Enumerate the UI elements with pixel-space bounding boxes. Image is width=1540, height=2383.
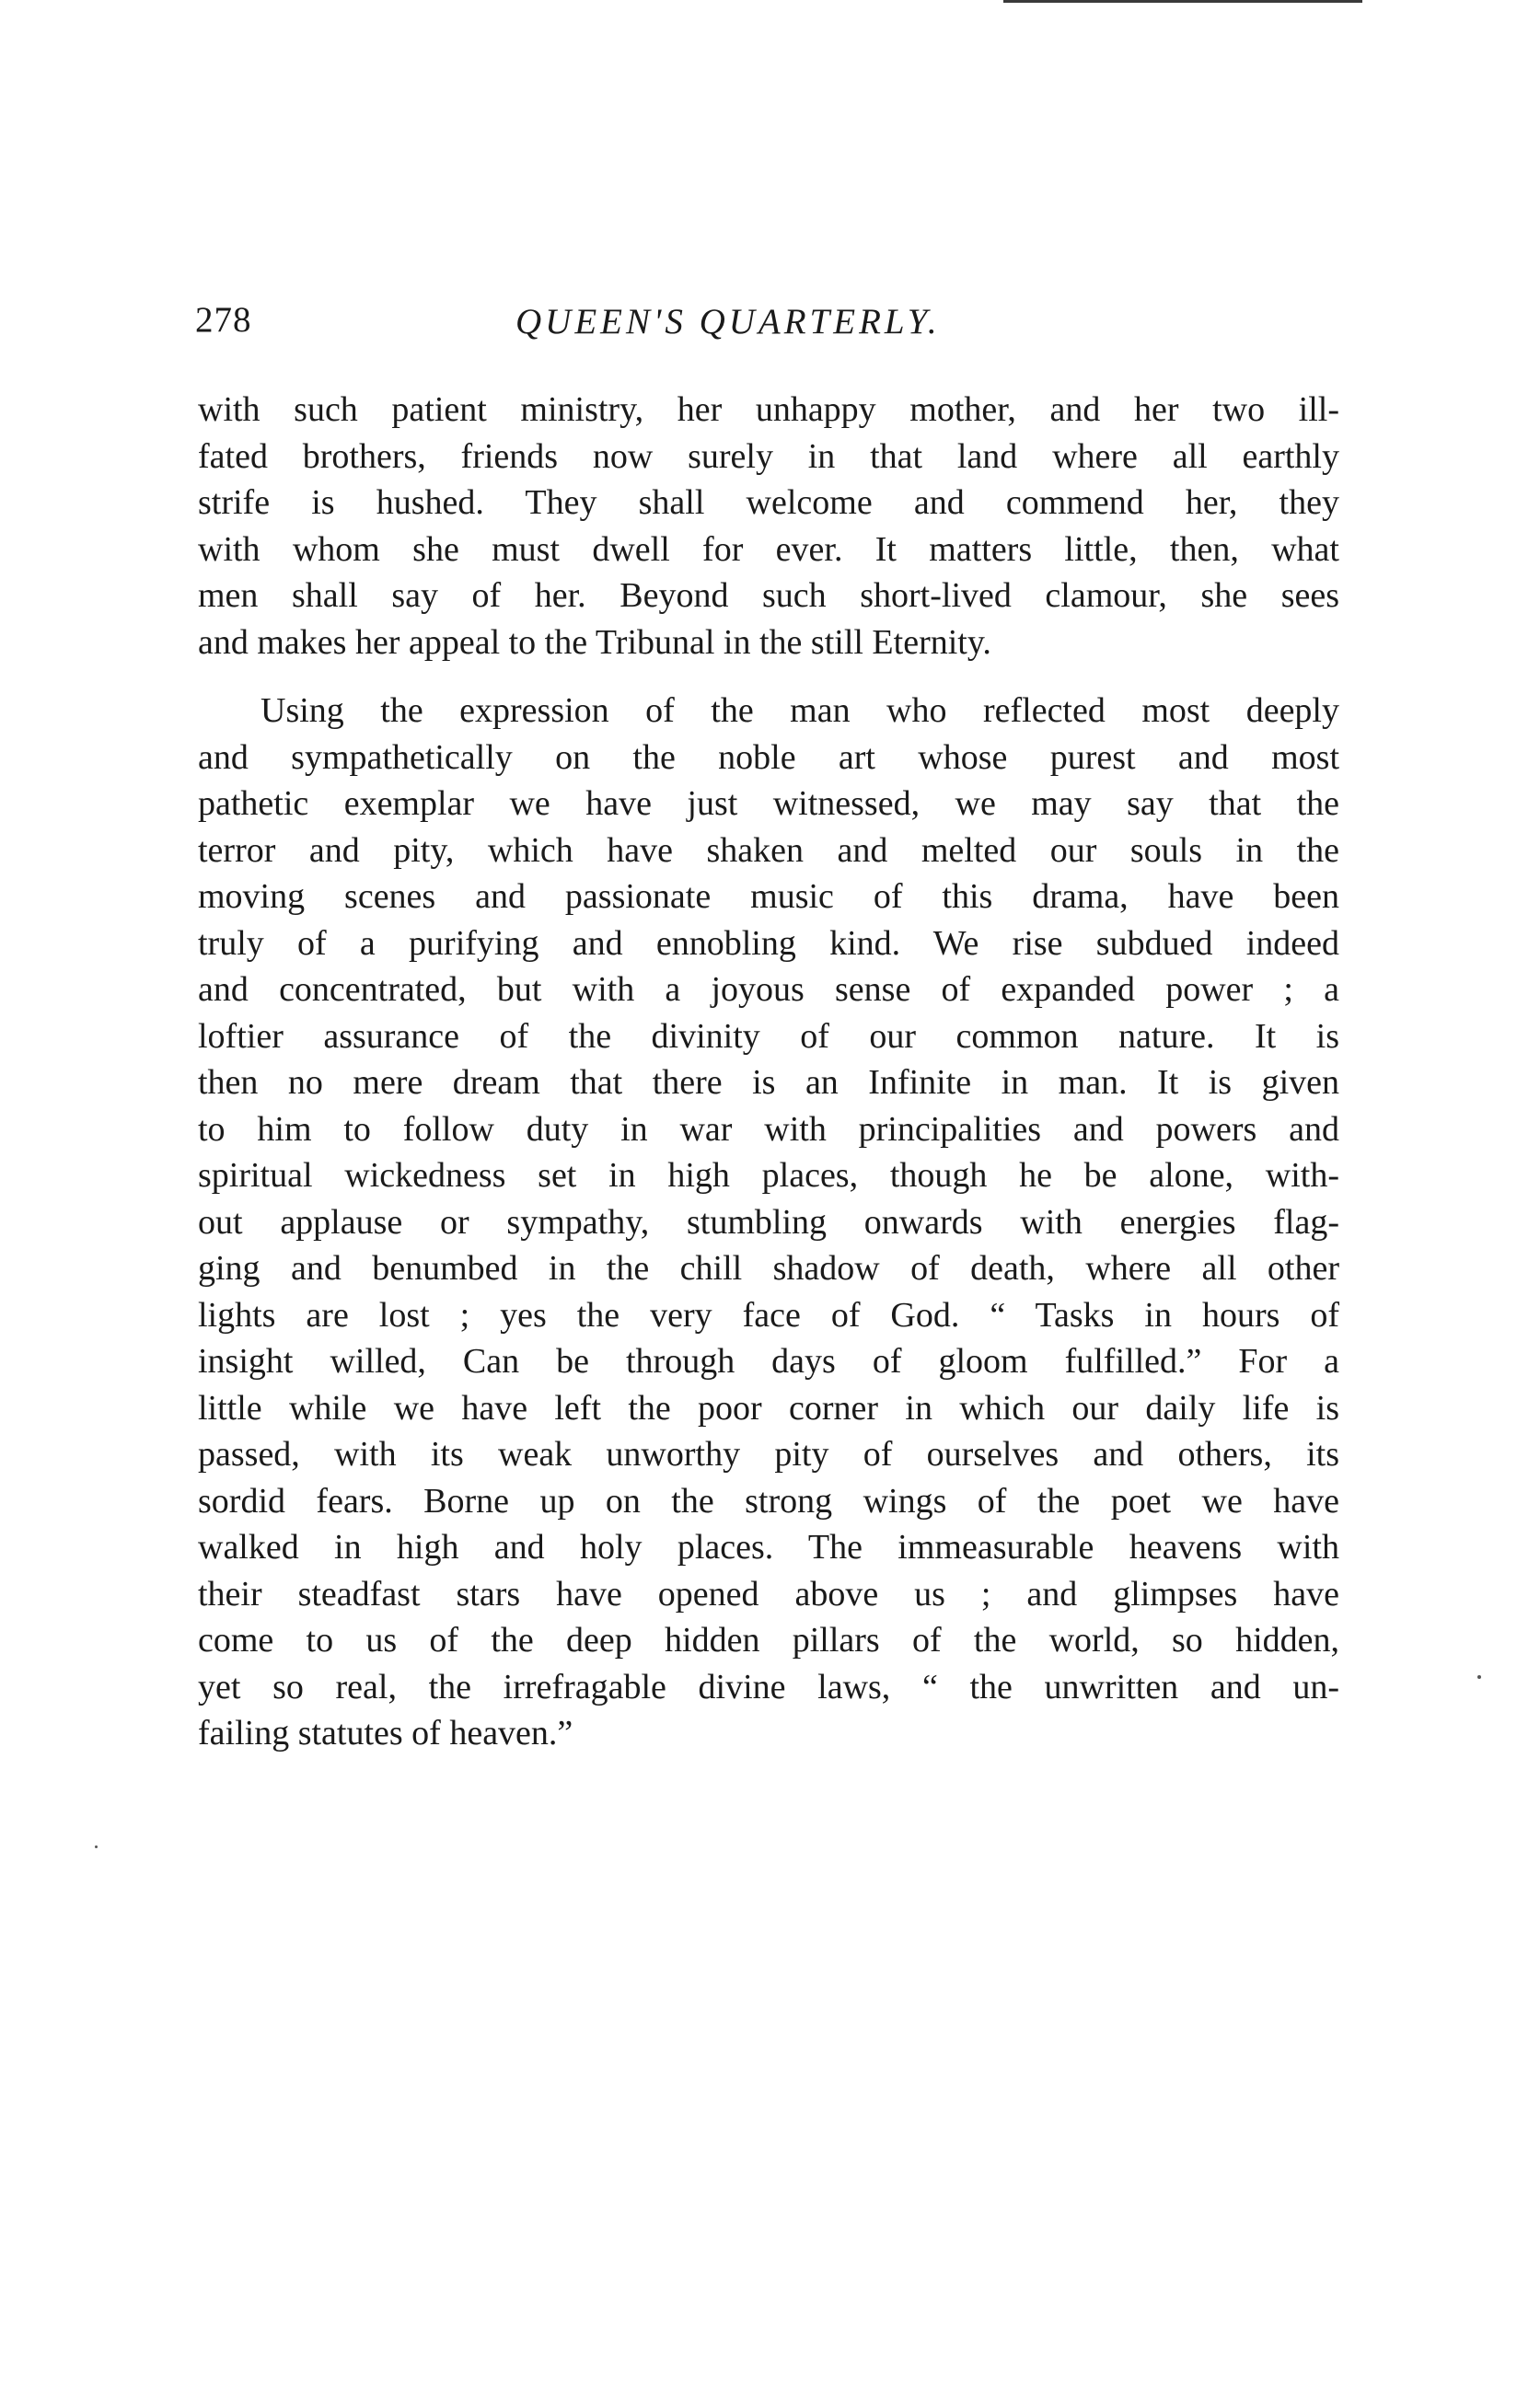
text-line: fated brothers, friends now surely in that land where all earthly — [198, 436, 1339, 476]
text-line: then no mere dream that there is an Infinite in man. It is given — [198, 1063, 1339, 1102]
text-line: ging and benumbed in the chill shadow of death, where all other — [198, 1249, 1339, 1288]
text-line: men shall say of her. Beyond such short-lived clamour, she sees — [198, 576, 1339, 615]
top-rule — [1003, 0, 1362, 3]
text-line: walked in high and holy places. The immeasurable heavens with — [198, 1528, 1339, 1567]
text-line: and concentrated, but with a joyous sense of expanded power ; a — [198, 970, 1339, 1009]
text-line: Using the expression of the man who reflected most deeply — [261, 691, 1339, 730]
running-title: QUEEN'S QUARTERLY. — [515, 302, 941, 341]
text-line: spiritual wickedness set in high places, though he be alone, with- — [198, 1156, 1339, 1195]
text-line: pathetic exemplar we have just witnessed, we may say that the — [198, 784, 1339, 823]
text-line: out applause or sympathy, stumbling onwards with energies flag- — [198, 1202, 1339, 1242]
text-line: terror and pity, which have shaken and melted our souls in the — [198, 830, 1339, 870]
text-line: little while we have left the poor corner in which our daily life is — [198, 1388, 1339, 1428]
text-line: and makes her appeal to the Tribunal in the still Eternity. — [198, 622, 991, 662]
text-line: yet so real, the irrefragable divine laws, “ the unwritten and un- — [198, 1667, 1339, 1706]
text-line: strife is hushed. They shall welcome and commend her, they — [198, 483, 1339, 522]
text-line: moving scenes and passionate music of this drama, have been — [198, 877, 1339, 916]
body-text — [198, 387, 1339, 1757]
scan-speck — [1477, 1675, 1481, 1679]
page-number: 278 — [195, 300, 252, 340]
page-header — [195, 299, 1344, 354]
text-line: with such patient ministry, her unhappy mother, and her two ill- — [198, 390, 1339, 429]
paragraph-gap — [198, 665, 1339, 688]
paragraph-1 — [198, 387, 1339, 665]
text-line: their steadfast stars have opened above us ; and glimpses have — [198, 1574, 1339, 1614]
text-line: with whom she must dwell for ever. It matters little, then, what — [198, 529, 1339, 569]
text-line: sordid fears. Borne up on the strong wings of the poet we have — [198, 1481, 1339, 1521]
text-line: truly of a purifying and ennobling kind. We rise subdued indeed — [198, 923, 1339, 963]
text-line: loftier assurance of the divinity of our common nature. It is — [198, 1016, 1339, 1056]
text-line: failing statutes of heaven.” — [198, 1714, 573, 1753]
text-line: passed, with its weak unworthy pity of ourselves and others, its — [198, 1435, 1339, 1474]
text-line: lights are lost ; yes the very face of God. “ Tasks in hours of — [198, 1295, 1339, 1335]
text-line: insight willed, Can be through days of gloom fulfilled.” For a — [198, 1342, 1339, 1381]
text-line: come to us of the deep hidden pillars of the world, so hidden, — [198, 1621, 1339, 1660]
text-line: and sympathetically on the noble art whose purest and most — [198, 737, 1339, 777]
paragraph-2 — [198, 688, 1339, 1757]
text-line: to him to follow duty in war with principalities and powers and — [198, 1109, 1339, 1149]
scan-speck — [95, 1845, 98, 1848]
